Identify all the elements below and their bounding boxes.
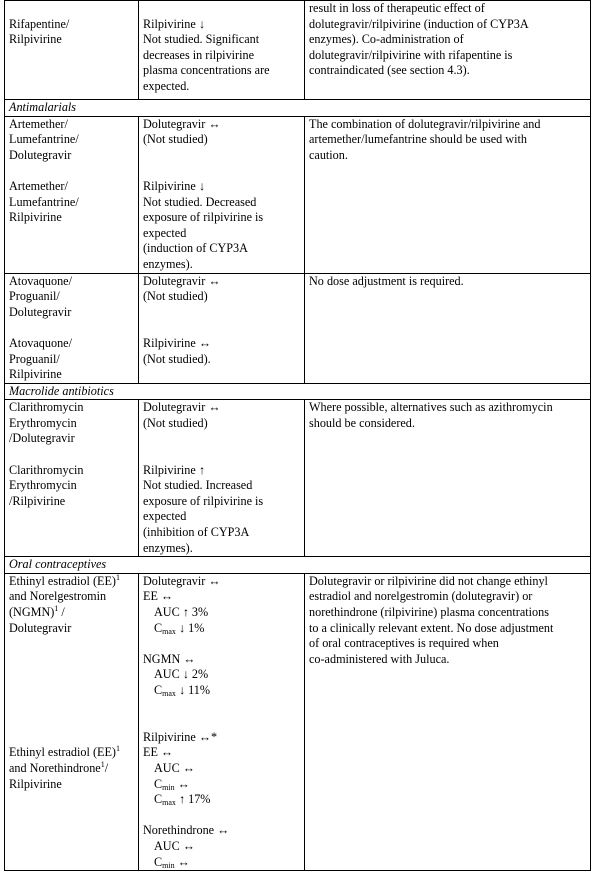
text-line: (Not studied). (143, 351, 211, 366)
section-header-macrolides: Macrolide antibiotics (5, 383, 591, 400)
text-line: caution. (309, 147, 348, 162)
text-line: (induction of CYP3A (143, 241, 248, 256)
text-line: Rilpivirine ↓ (143, 16, 205, 31)
cell-recommendation-atovaquone (305, 273, 591, 383)
text-line: (Not studied) (143, 289, 208, 304)
cell-drug-artemether (5, 116, 139, 273)
text-line: artemether/lumefantrine should be used with (309, 132, 527, 147)
text-line: $C_{max}$ ↓ 11% (154, 682, 210, 698)
cell-effect-rifapentine (139, 1, 305, 100)
text-line: expected (143, 225, 187, 240)
cell-recommendation-contraceptives (305, 573, 591, 870)
text-line: enzymes). (143, 256, 193, 271)
table-row-artemether (5, 116, 591, 273)
text-line: expected (143, 509, 187, 524)
text-line: Clarithromycin (9, 462, 84, 477)
table-row-atovaquone (5, 273, 591, 383)
text-line: (Not studied) (143, 132, 208, 147)
text-line: (inhibition of CYP3A (143, 525, 250, 540)
text-line: Not studied. Decreased (143, 194, 257, 209)
text-line: Dolutegravir or rilpivirine did not change ethinyl (309, 573, 548, 588)
section-header-row (5, 557, 591, 574)
text-line: AUC ↑ 3% (154, 605, 209, 619)
interaction-table-page (4, 0, 590, 871)
text-line: Rilpivirine (9, 210, 62, 225)
text-line: Ethinyl estradiol (EE)$^1$ (9, 572, 120, 588)
cell-recommendation-artemether (305, 116, 591, 273)
drug-interaction-table (4, 0, 591, 871)
text-line (9, 1, 134, 17)
text-line: Norethindrone ↔ (143, 823, 230, 838)
text-line: Rilpivirine ↔* (143, 729, 218, 744)
text-line: Dolutegravir (9, 304, 72, 319)
text-line: norethindrone (rilpivirine) plasma concentrations (309, 605, 549, 619)
text-line: Clarithromycin (9, 400, 84, 415)
text-line: Atovaquone/ (9, 273, 72, 288)
text-line: Atovaquone/ (9, 335, 72, 350)
cell-effect-atovaquone (139, 273, 305, 383)
cell-effect-clarithromycin (139, 400, 305, 557)
text-line: (Not studied) (143, 415, 208, 430)
cell-effect-artemether (139, 116, 305, 273)
text-line: Proguanil/ (9, 289, 60, 304)
text-line: Not studied. Significant (143, 32, 260, 47)
text-line: dolutegravir/rilpivirine (induction of CYP3A (309, 16, 529, 31)
text-line: Lumefantrine/ (9, 132, 79, 147)
text-line: $C_{max}$ ↓ 1% (154, 620, 205, 636)
text-line: EE ↔ (143, 745, 174, 760)
text-line: Dolutegravir ↔ (143, 273, 221, 288)
text-line: Rilpivirine (9, 367, 62, 382)
text-line: AUC ↔ (154, 838, 195, 853)
text-line: Rilpivirine (9, 32, 62, 47)
text-line: estradiol and norelgestromin (dolutegravir) or (309, 589, 533, 604)
table-row-clarithromycin (5, 400, 591, 557)
text-line: Where possible, alternatives such as azithromycin (309, 400, 553, 415)
text-line (143, 1, 300, 17)
text-line: Artemether/ (9, 178, 68, 193)
text-line: EE ↔ (143, 589, 174, 604)
text-line: AUC ↓ 2% (154, 667, 209, 682)
text-line: to a clinically relevant extent. No dose adjustment (309, 620, 554, 635)
text-line: No dose adjustment is required. (309, 273, 464, 288)
text-line: Ethinyl estradiol (EE)$^1$ (9, 744, 120, 760)
text-line: expected. (143, 78, 190, 93)
section-header-contraceptives: Oral contraceptives (5, 557, 591, 574)
text-line: enzymes). Co-administration of (309, 32, 464, 47)
text-line: /Rilpivirine (9, 493, 66, 508)
section-header-row (5, 383, 591, 400)
text-line: exposure of rilpivirine is (143, 210, 264, 225)
text-line: decreases in rilpivirine (143, 47, 254, 62)
text-line: result in loss of therapeutic effect of (309, 1, 485, 15)
cell-recommendation-rifapentine (305, 1, 591, 100)
text-line: Erythromycin (9, 478, 77, 493)
text-line: $C_{min}$ ↔ (154, 776, 190, 792)
text-line: Rilpivirine (9, 776, 62, 791)
text-line: contraindicated (see section 4.3). (309, 63, 470, 78)
text-line: Dolutegravir ↔ (143, 400, 221, 415)
text-line: Dolutegravir ↔ (143, 116, 221, 131)
text-line: $C_{min}$ ↔ (154, 854, 190, 870)
text-line: Rilpivirine ↑ (143, 462, 205, 477)
text-line: Dolutegravir ↔ (143, 573, 221, 588)
text-line: co-administered with Juluca. (309, 651, 450, 666)
cell-drug-atovaquone (5, 273, 139, 383)
cell-drug-contraceptives (5, 573, 139, 870)
text-line: Lumefantrine/ (9, 194, 79, 209)
text-line: The combination of dolutegravir/rilpivirine and (309, 116, 541, 131)
cell-recommendation-clarithromycin (305, 400, 591, 557)
text-line: Not studied. Increased (143, 478, 253, 493)
text-line: plasma concentrations are (143, 63, 270, 78)
text-line: Rifapentine/ (9, 16, 70, 31)
section-header-row (5, 100, 591, 117)
text-line: exposure of rilpivirine is (143, 493, 264, 508)
cell-drug-rifapentine (5, 1, 139, 100)
text-line: dolutegravir/rilpivirine with rifapentine is (309, 47, 513, 62)
table-row-rifapentine (5, 1, 591, 100)
text-line: Erythromycin (9, 415, 77, 430)
text-line: should be considered. (309, 415, 415, 430)
text-line: Rilpivirine ↓ (143, 178, 205, 193)
text-line: Proguanil/ (9, 351, 60, 366)
text-line: and Norelgestromin (9, 589, 107, 604)
text-line: (NGMN)$^1$ / (9, 604, 65, 619)
text-line: of oral contraceptives is required when (309, 636, 499, 651)
text-line: Dolutegravir (9, 620, 72, 635)
text-line: AUC ↔ (154, 760, 195, 775)
cell-drug-clarithromycin (5, 400, 139, 557)
text-line: Dolutegravir (9, 147, 72, 162)
text-line: $C_{max}$ ↑ 17% (154, 792, 211, 808)
text-line: NGMN ↔ (143, 651, 196, 666)
text-line: Rilpivirine ↔ (143, 335, 212, 350)
text-line: Artemether/ (9, 116, 68, 131)
section-header-antimalarials: Antimalarials (5, 100, 591, 117)
text-line: enzymes). (143, 540, 193, 555)
text-line: /Dolutegravir (9, 431, 75, 446)
cell-effect-contraceptives (139, 573, 305, 870)
text-line: and Norethindrone$^1$/ (9, 759, 109, 775)
table-row-contraceptives (5, 573, 591, 870)
